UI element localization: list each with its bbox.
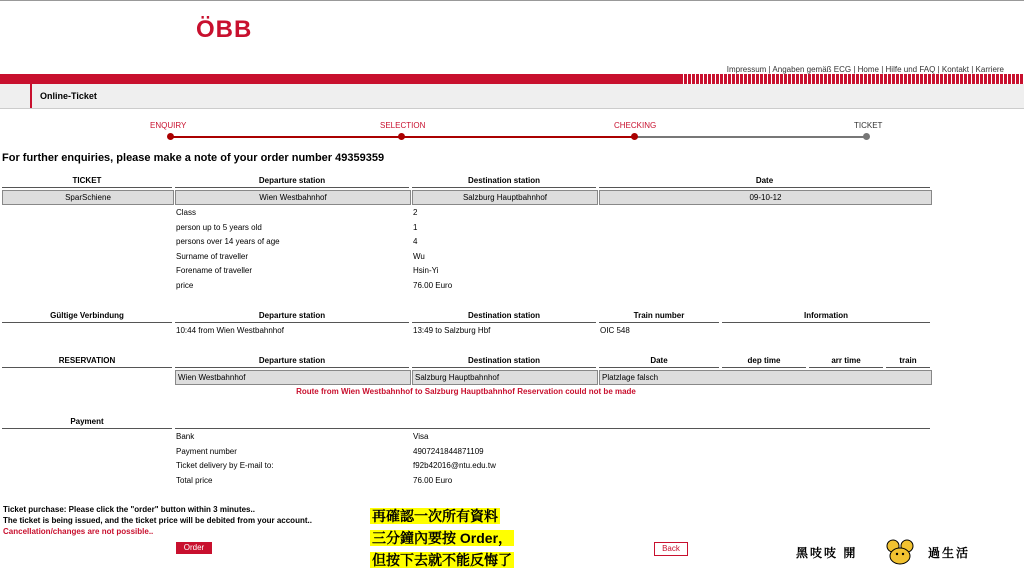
notice-line-1: Ticket purchase: Please click the "order" button within 3 minutes.. (3, 505, 255, 514)
reservation-header-title: RESERVATION (2, 354, 172, 368)
payment-header: Payment (2, 415, 172, 429)
reservation-destination: Salzburg Hauptbahnhof (412, 370, 598, 385)
reservation-departure: Wien Westbahnhof (175, 370, 411, 385)
payment-label: Ticket delivery by E-mail to: (176, 461, 274, 470)
detail-label: price (176, 281, 194, 290)
top-links: Impressum | Angaben gemäß ECG | Home | Hilfe und FAQ | Kontakt | Karriere (726, 65, 1004, 74)
detail-value: Wu (413, 252, 425, 261)
step-dot-ticket (863, 133, 870, 140)
ticket-destination: Salzburg Hauptbahnhof (412, 190, 598, 205)
detail-value: 76.00 Euro (413, 281, 453, 290)
payment-divider (175, 428, 930, 429)
annotation-line-1: 再確認一次所有資料 (372, 508, 498, 524)
brand-watermark-right: 過生活 (928, 546, 971, 560)
red-solid-bar (0, 74, 680, 84)
order-button[interactable]: Order (176, 542, 212, 554)
detail-label: Forename of traveller (176, 266, 253, 275)
annotation-line-2: 三分鐘內要按 Order， (372, 530, 513, 546)
step-checking: CHECKING (614, 121, 657, 130)
annotation-overlay (370, 505, 514, 571)
connection-departure: 10:44 from Wien Westbahnhof (176, 326, 284, 335)
ticket-type: SparSchiene (2, 190, 174, 205)
notice-line-2: The ticket is being issued, and the ticket price will be debited from your account.. (3, 516, 312, 525)
link-impressum[interactable]: Impressum (726, 65, 767, 74)
reservation-header-departure: Departure station (175, 354, 409, 368)
payment-value: f92b42016@ntu.edu.tw (413, 461, 496, 470)
reservation-header-arr: arr time (809, 354, 883, 368)
detail-label: Class (176, 208, 197, 217)
payment-label: Payment number (176, 447, 237, 456)
link-ecg[interactable]: Angaben gemäß ECG (772, 65, 852, 74)
detail-label: persons over 14 years of age (176, 237, 280, 246)
reservation-header-date: Date (599, 354, 719, 368)
connection-header-info: Information (722, 309, 930, 323)
payment-value: 76.00 Euro (413, 476, 453, 485)
ticket-header-departure: Departure station (175, 174, 409, 188)
payment-label: Total price (176, 476, 213, 485)
reservation-header-dep: dep time (722, 354, 806, 368)
page-title: Online-Ticket (40, 91, 97, 101)
detail-value: 1 (413, 223, 418, 232)
connection-header-departure: Departure station (175, 309, 409, 323)
detail-label: person up to 5 years old (176, 223, 262, 232)
header-accent (30, 84, 32, 108)
connection-header-train: Train number (599, 309, 719, 323)
connection-header-destination: Destination station (412, 309, 596, 323)
payment-label: Bank (176, 432, 195, 441)
connection-arrival: 13:49 to Salzburg Hbf (413, 326, 491, 335)
payment-value: 4907241844871109 (413, 447, 484, 456)
step-dot-checking (631, 133, 638, 140)
top-border (0, 0, 1024, 1)
reservation-header-train: train (886, 354, 930, 368)
ticket-header-destination: Destination station (412, 174, 596, 188)
progress-line-pending (634, 136, 866, 138)
step-enquiry: ENQUIRY (150, 121, 187, 130)
step-ticket: TICKET (854, 121, 883, 130)
back-button[interactable]: Back (654, 542, 688, 556)
header-bar (0, 84, 1024, 109)
notice-line-3: Cancellation/changes are not possible.. (3, 527, 154, 536)
detail-value: Hsin-Yi (413, 266, 439, 275)
ticket-header-date: Date (599, 174, 930, 188)
link-kontakt[interactable]: Kontakt (941, 65, 970, 74)
ticket-date: 09-10-12 (599, 190, 932, 205)
reservation-status: Platzlage falsch (599, 370, 932, 385)
detail-value: 2 (413, 208, 418, 217)
order-number-line: For further enquiries, please make a note of your order number 49359359 (2, 152, 385, 164)
annotation-line-3: 但按下去就不能反悔了 (372, 552, 512, 568)
step-dot-enquiry (167, 133, 174, 140)
link-karriere[interactable]: Karriere (975, 65, 1004, 74)
mouse-mascot-icon (885, 538, 915, 566)
payment-value: Visa (413, 432, 429, 441)
reservation-error: Route from Wien Westbahnhof to Salzburg Hauptbahnhof Reservation could not be made (296, 387, 636, 396)
obb-logo[interactable]: ÖBB (196, 16, 253, 43)
detail-label: Surname of traveller (176, 252, 249, 261)
link-home[interactable]: Home (857, 65, 879, 74)
link-faq[interactable]: Hilfe und FAQ (885, 65, 936, 74)
ticket-header-ticket: TICKET (2, 174, 172, 188)
connection-train: OIC 548 (600, 326, 630, 335)
ticket-departure: Wien Westbahnhof (175, 190, 411, 205)
reservation-header-destination: Destination station (412, 354, 596, 368)
step-dot-selection (398, 133, 405, 140)
connection-header-title: Gültige Verbindung (2, 309, 172, 323)
brand-watermark-left: 黑吱吱 開 (796, 546, 858, 560)
detail-value: 4 (413, 237, 418, 246)
step-selection: SELECTION (380, 121, 426, 130)
